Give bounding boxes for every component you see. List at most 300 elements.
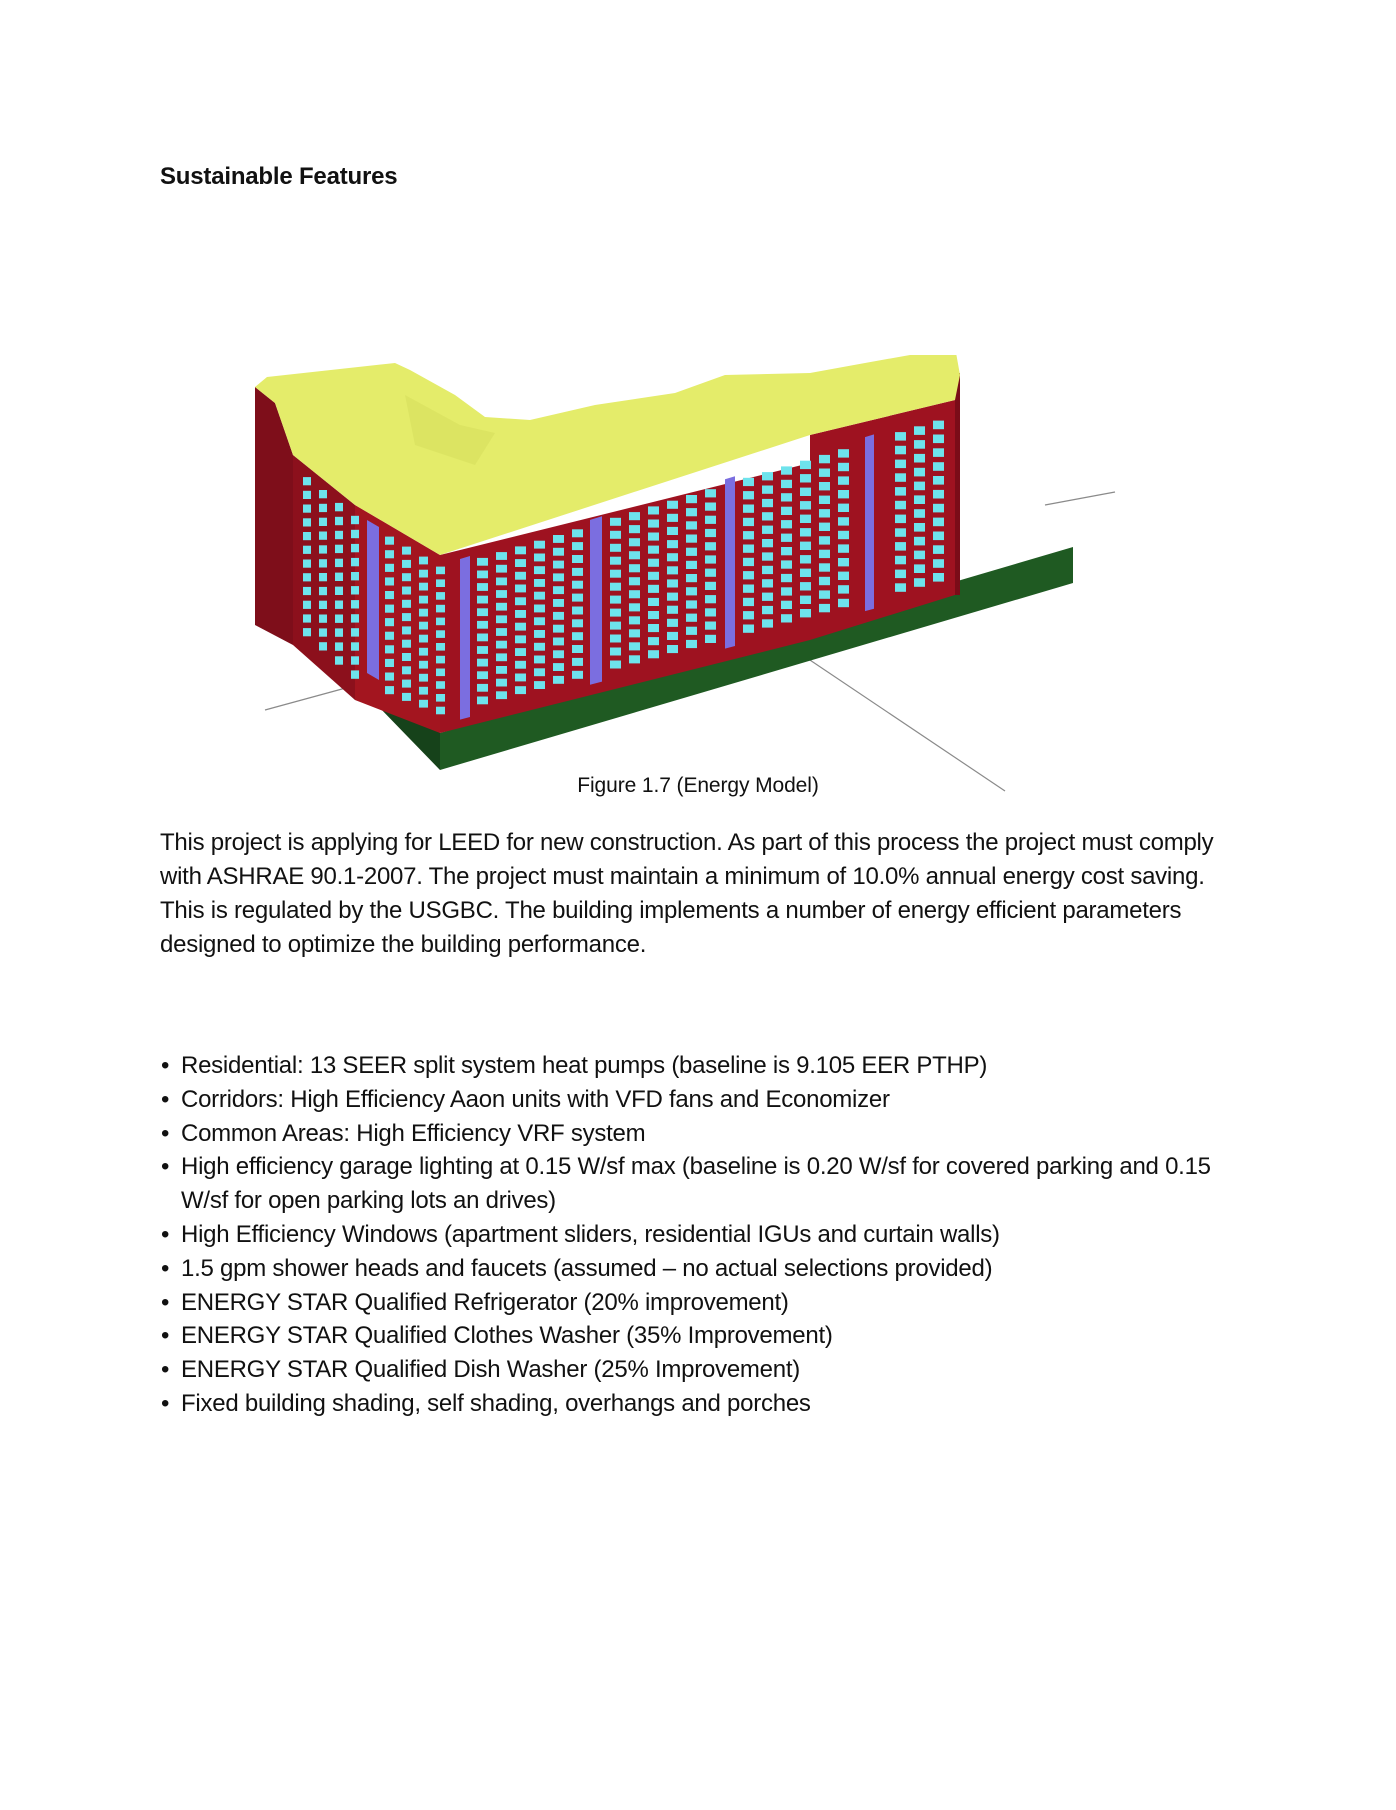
window (648, 598, 659, 606)
window (303, 560, 311, 568)
window (534, 541, 545, 549)
bullet-icon: • (161, 1119, 170, 1147)
window (610, 518, 621, 526)
window (838, 463, 849, 471)
window (303, 601, 311, 609)
energy-model-image (255, 355, 1135, 805)
window (800, 488, 811, 496)
window (686, 600, 697, 608)
bullet-icon: • (161, 1153, 170, 1181)
window (705, 503, 716, 511)
window (629, 577, 640, 585)
window (895, 460, 906, 469)
bullet-icon: • (161, 1356, 170, 1384)
window (610, 544, 621, 552)
window (781, 614, 792, 622)
window (648, 585, 659, 593)
window (933, 490, 944, 499)
window (762, 593, 773, 601)
axis-line (1045, 492, 1115, 505)
window (553, 650, 564, 658)
window (838, 585, 849, 593)
window (436, 618, 445, 626)
window (819, 455, 830, 463)
window (705, 555, 716, 563)
window (743, 585, 754, 593)
feature-item (160, 1353, 1260, 1387)
window (534, 579, 545, 587)
window (515, 623, 526, 631)
window (914, 454, 925, 463)
window (933, 518, 944, 527)
window (385, 645, 394, 653)
window (477, 659, 488, 667)
right-end-wall (955, 373, 960, 595)
feature-item (160, 1150, 1260, 1218)
window (572, 607, 583, 615)
window (933, 532, 944, 541)
window (914, 495, 925, 504)
window (667, 619, 678, 627)
window (762, 512, 773, 520)
window (515, 648, 526, 656)
window (402, 653, 411, 661)
window (496, 679, 507, 687)
window (477, 621, 488, 629)
feature-item (160, 1117, 1260, 1151)
window (705, 622, 716, 630)
window (351, 600, 359, 608)
window (819, 536, 830, 544)
window (762, 539, 773, 547)
window (351, 572, 359, 580)
window (610, 622, 621, 630)
window (335, 517, 343, 525)
window (648, 520, 659, 528)
window (477, 583, 488, 591)
window (781, 547, 792, 555)
window (477, 571, 488, 579)
window (351, 544, 359, 552)
window (705, 635, 716, 643)
window (515, 597, 526, 605)
window (515, 661, 526, 669)
window (610, 583, 621, 591)
window (648, 624, 659, 632)
window (303, 628, 311, 636)
window (553, 599, 564, 607)
window (667, 632, 678, 640)
window (385, 686, 394, 694)
window (303, 505, 311, 513)
window (781, 587, 792, 595)
window (629, 616, 640, 624)
window (419, 687, 428, 695)
glass-panel (725, 476, 735, 648)
window (781, 520, 792, 528)
window (610, 531, 621, 539)
window (629, 590, 640, 598)
window (319, 642, 327, 650)
feature-item (160, 1286, 1260, 1320)
axis-line (795, 650, 1005, 791)
body-paragraph: This project is applying for LEED for new construction. As part of this process the project must comply with ASHRAE 90.1-2007. The project must maintain a minimum of 10.0% annual energy cost saving. This is regulated by the USGBC. The building implements a number of energy efficient parameters designed to optimize the building performance. (160, 829, 1214, 958)
window (303, 614, 311, 622)
window (303, 518, 311, 526)
glass-panel (865, 434, 874, 611)
window (351, 558, 359, 566)
window (385, 537, 394, 545)
window (743, 491, 754, 499)
window (534, 668, 545, 676)
window (496, 628, 507, 636)
window (686, 574, 697, 582)
window (477, 697, 488, 705)
window (477, 684, 488, 692)
window (335, 615, 343, 623)
window (385, 673, 394, 681)
window (419, 557, 428, 565)
window (319, 545, 327, 553)
window (402, 600, 411, 608)
window (351, 628, 359, 636)
window (762, 472, 773, 480)
feature-text: Residential: 13 SEER split system heat pumps (baseline is 9.105 EER PTHP) (181, 1052, 988, 1079)
window (303, 491, 311, 499)
window (800, 528, 811, 536)
window (838, 544, 849, 552)
figure-caption: Figure 1.7 (Energy Model) (577, 774, 819, 797)
window (819, 469, 830, 477)
window (895, 542, 906, 551)
window (335, 656, 343, 664)
window (385, 564, 394, 572)
window (436, 630, 445, 638)
window (572, 671, 583, 679)
window (385, 605, 394, 613)
window (572, 581, 583, 589)
window (319, 490, 327, 498)
feature-text: High efficiency garage lighting at 0.15 W/sf max (baseline is 0.20 W/sf for covered parking and 0.15 W/sf for open parking lots an drives) (181, 1153, 1211, 1215)
window (781, 507, 792, 515)
window (838, 531, 849, 539)
window (515, 546, 526, 554)
window (572, 568, 583, 576)
window (419, 700, 428, 708)
window (319, 573, 327, 581)
window (319, 532, 327, 540)
window (743, 478, 754, 486)
window (534, 566, 545, 574)
feature-text: 1.5 gpm shower heads and faucets (assumed – no actual selections provided) (181, 1254, 993, 1282)
window (743, 505, 754, 513)
window (648, 506, 659, 514)
window (705, 595, 716, 603)
window (572, 542, 583, 550)
window (319, 628, 327, 636)
window (800, 474, 811, 482)
window (819, 509, 830, 517)
window (933, 448, 944, 457)
window (477, 608, 488, 616)
window (762, 499, 773, 507)
energy-model-figure (255, 355, 1135, 805)
window (667, 553, 678, 561)
window (385, 632, 394, 640)
window (667, 645, 678, 653)
bullet-icon: • (161, 1389, 170, 1417)
window (335, 642, 343, 650)
window (402, 560, 411, 568)
window (667, 606, 678, 614)
window (914, 509, 925, 518)
window (743, 625, 754, 633)
window (895, 583, 906, 592)
window (534, 592, 545, 600)
window (648, 572, 659, 580)
window (477, 558, 488, 566)
window (914, 564, 925, 573)
window (743, 571, 754, 579)
feature-text: ENERGY STAR Qualified Refrigerator (20% improvement) (181, 1288, 789, 1316)
bullet-icon: • (161, 1254, 170, 1282)
window (667, 566, 678, 574)
window (303, 532, 311, 540)
window (762, 526, 773, 534)
window (319, 559, 327, 567)
window (895, 473, 906, 482)
window (572, 658, 583, 666)
window (781, 466, 792, 474)
window (743, 531, 754, 539)
window (933, 421, 944, 430)
section-heading: Sustainable Features (160, 163, 398, 190)
window (667, 540, 678, 548)
window (667, 579, 678, 587)
window (572, 594, 583, 602)
window (705, 489, 716, 497)
window (319, 504, 327, 512)
window (419, 622, 428, 630)
window (762, 552, 773, 560)
window (895, 501, 906, 510)
window (629, 603, 640, 611)
window (419, 661, 428, 669)
window (914, 523, 925, 532)
glass-panel (590, 516, 602, 685)
window (895, 432, 906, 441)
feature-text: ENERGY STAR Qualified Dish Washer (25% Improvement) (181, 1356, 801, 1384)
window (705, 529, 716, 537)
window (914, 537, 925, 546)
window (819, 590, 830, 598)
window (838, 599, 849, 607)
window (705, 608, 716, 616)
window (319, 587, 327, 595)
window (933, 504, 944, 513)
window (781, 534, 792, 542)
window (515, 585, 526, 593)
window (838, 504, 849, 512)
window (800, 582, 811, 590)
window (914, 578, 925, 587)
window (648, 637, 659, 645)
window (385, 577, 394, 585)
window (781, 574, 792, 582)
window (335, 503, 343, 511)
window (705, 542, 716, 550)
bullet-icon: • (161, 1052, 170, 1079)
window (800, 609, 811, 617)
window (914, 551, 925, 560)
window (515, 674, 526, 682)
window (800, 461, 811, 469)
window (819, 482, 830, 490)
window (515, 635, 526, 643)
feature-item (160, 1218, 1260, 1252)
window (534, 617, 545, 625)
window (933, 573, 944, 582)
window (335, 559, 343, 567)
bullet-icon: • (161, 1322, 170, 1350)
window (895, 446, 906, 455)
window (572, 632, 583, 640)
window (436, 669, 445, 677)
window (385, 618, 394, 626)
window (553, 676, 564, 684)
window (705, 516, 716, 524)
window (553, 612, 564, 620)
window (436, 592, 445, 600)
window (838, 517, 849, 525)
window (534, 554, 545, 562)
window (436, 643, 445, 651)
window (914, 440, 925, 449)
window (553, 638, 564, 646)
feature-text: High Efficiency Windows (apartment sliders, residential IGUs and curtain walls) (181, 1220, 1000, 1248)
window (838, 558, 849, 566)
window (895, 556, 906, 565)
window (800, 542, 811, 550)
window (534, 605, 545, 613)
window (648, 650, 659, 658)
window (477, 634, 488, 642)
window (319, 615, 327, 623)
window (496, 565, 507, 573)
window (419, 583, 428, 591)
window (667, 514, 678, 522)
window (402, 587, 411, 595)
window (351, 614, 359, 622)
window (335, 628, 343, 636)
window (819, 496, 830, 504)
window (800, 555, 811, 563)
window (743, 611, 754, 619)
window (419, 635, 428, 643)
window (686, 561, 697, 569)
bullet-icon: • (161, 1085, 170, 1113)
window (781, 493, 792, 501)
window (402, 666, 411, 674)
window (351, 516, 359, 524)
window (402, 640, 411, 648)
window (705, 582, 716, 590)
window (553, 548, 564, 556)
window (838, 572, 849, 580)
window (335, 601, 343, 609)
window (402, 573, 411, 581)
window (385, 550, 394, 558)
window (648, 533, 659, 541)
window (436, 694, 445, 702)
window (402, 693, 411, 701)
window (629, 564, 640, 572)
window (477, 596, 488, 604)
window (572, 555, 583, 563)
window (553, 561, 564, 569)
window (477, 646, 488, 654)
window (436, 579, 445, 587)
window (402, 626, 411, 634)
window (838, 490, 849, 498)
glass-panel (460, 556, 470, 720)
window (648, 611, 659, 619)
window (351, 586, 359, 594)
window (933, 476, 944, 485)
window (402, 547, 411, 555)
window (914, 482, 925, 491)
window (686, 627, 697, 635)
window (838, 476, 849, 484)
window (335, 573, 343, 581)
window (496, 578, 507, 586)
window (629, 538, 640, 546)
window (686, 521, 697, 529)
feature-item (160, 1083, 1260, 1117)
window (351, 642, 359, 650)
window (335, 531, 343, 539)
window (402, 613, 411, 621)
window (419, 596, 428, 604)
window (515, 610, 526, 618)
window (629, 551, 640, 559)
feature-text: ENERGY STAR Qualified Clothes Washer (35% Improvement) (181, 1322, 833, 1350)
window (534, 630, 545, 638)
window (819, 550, 830, 558)
window (800, 501, 811, 509)
feature-text: Fixed building shading, self shading, overhangs and porches (181, 1389, 811, 1417)
window (705, 569, 716, 577)
window (402, 680, 411, 688)
window (553, 535, 564, 543)
window (743, 545, 754, 553)
window (838, 449, 849, 457)
window (800, 596, 811, 604)
window (477, 671, 488, 679)
window (629, 642, 640, 650)
window (419, 674, 428, 682)
window (335, 587, 343, 595)
bullet-icon: • (161, 1220, 170, 1248)
window (534, 643, 545, 651)
window (303, 477, 311, 485)
window (496, 666, 507, 674)
window (319, 601, 327, 609)
window (436, 656, 445, 664)
window (743, 598, 754, 606)
window (895, 570, 906, 579)
window (762, 579, 773, 587)
